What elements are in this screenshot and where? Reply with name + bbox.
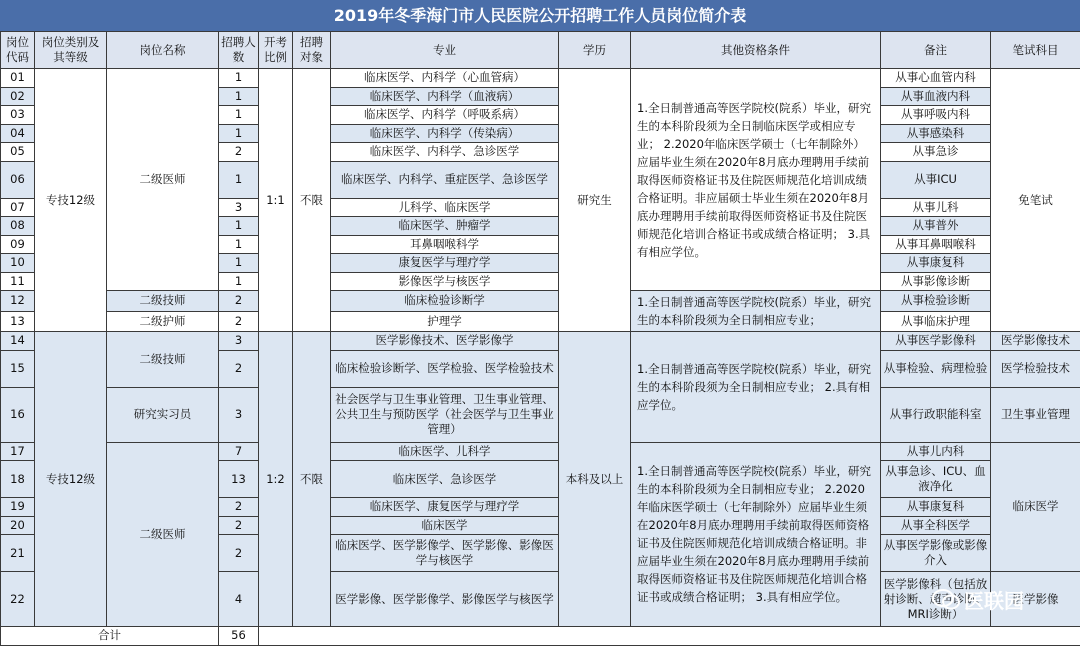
- major-cell: 儿科学、临床医学: [331, 198, 559, 217]
- wechat-icon: [932, 588, 960, 610]
- position-name-cell: 二级医师: [107, 69, 219, 291]
- major-cell: 临床医学、肿瘤学: [331, 217, 559, 236]
- total-filler: [259, 627, 1080, 646]
- table-row: [1, 311, 1080, 332]
- condition-cell: 1.全日制普通高等医学院校(院系）毕业，研究生的本科阶段须为全日制相应专业；: [631, 291, 881, 332]
- header-category: 岗位类别及其等级: [35, 32, 107, 69]
- header-code: 岗位代码: [1, 32, 35, 69]
- header-ratio: 开考比例: [259, 32, 293, 69]
- code-cell: 08: [1, 217, 35, 236]
- count-cell: 2: [219, 516, 259, 535]
- position-name-cell: 二级技师: [107, 291, 219, 312]
- count-cell: 1: [219, 106, 259, 125]
- count-cell: 13: [219, 461, 259, 498]
- table-row: [1, 332, 1080, 351]
- exam-cell: 医学影像: [991, 572, 1080, 627]
- remark-cell: 从事血液内科: [881, 87, 991, 106]
- major-cell: 临床医学、医学影像学、医学影像、影像医学与核医学: [331, 535, 559, 572]
- major-cell: 临床医学、内科学（心血管病）: [331, 69, 559, 88]
- code-cell: 07: [1, 198, 35, 217]
- exam-cell: 免笔试: [991, 69, 1080, 332]
- code-cell: 05: [1, 143, 35, 162]
- target-cell: 不限: [293, 332, 331, 627]
- header-edu: 学历: [559, 32, 631, 69]
- remark-cell: 从事康复科: [881, 498, 991, 517]
- category-cell: 专技12级: [35, 332, 107, 627]
- major-cell: 临床医学、急诊医学: [331, 461, 559, 498]
- edu-cell: 本科及以上: [559, 332, 631, 627]
- major-cell: 医学影像、医学影像学、影像医学与核医学: [331, 572, 559, 627]
- total-row: [1, 627, 1080, 646]
- exam-cell: 卫生事业管理: [991, 387, 1080, 442]
- header-row: [1, 32, 1080, 69]
- major-cell: 临床医学、内科学、重症医学、急诊医学: [331, 161, 559, 198]
- code-cell: 17: [1, 442, 35, 461]
- count-cell: 1: [219, 161, 259, 198]
- major-cell: 耳鼻咽喉科学: [331, 235, 559, 254]
- code-cell: 01: [1, 69, 35, 88]
- remark-cell: 从事医学影像或影像介入: [881, 535, 991, 572]
- header-target: 招聘对象: [293, 32, 331, 69]
- count-cell: 2: [219, 291, 259, 312]
- count-cell: 1: [219, 124, 259, 143]
- code-cell: 19: [1, 498, 35, 517]
- position-name-cell: 研究实习员: [107, 387, 219, 442]
- exam-cell: 医学检验技术: [991, 350, 1080, 387]
- remark-cell: 从事影像诊断: [881, 272, 991, 291]
- code-cell: 22: [1, 572, 35, 627]
- condition-cell: 1.全日制普通高等医学院校(院系）毕业，研究生的本科阶段须为全日制相应专业； 2.具有相应学位。: [631, 332, 881, 443]
- remark-cell: 从事儿科: [881, 198, 991, 217]
- remark-cell: 从事检验、病理检验: [881, 350, 991, 387]
- header-exam: 笔试科目: [991, 32, 1080, 69]
- major-cell: 康复医学与理疗学: [331, 254, 559, 273]
- total-label: 合计: [1, 627, 219, 646]
- count-cell: 1: [219, 254, 259, 273]
- count-cell: 7: [219, 442, 259, 461]
- count-cell: 3: [219, 332, 259, 351]
- watermark-text: 医联园: [964, 585, 1024, 614]
- count-cell: 1: [219, 235, 259, 254]
- remark-cell: 从事呼吸内科: [881, 106, 991, 125]
- code-cell: 21: [1, 535, 35, 572]
- watermark: [932, 582, 1080, 616]
- count-cell: 2: [219, 535, 259, 572]
- header-major: 专业: [331, 32, 559, 69]
- job-table: [0, 31, 1080, 646]
- code-cell: 16: [1, 387, 35, 442]
- major-cell: 临床医学、内科学、急诊医学: [331, 143, 559, 162]
- code-cell: 20: [1, 516, 35, 535]
- code-cell: 09: [1, 235, 35, 254]
- remark-cell: 从事康复科: [881, 254, 991, 273]
- major-cell: 护理学: [331, 311, 559, 332]
- table-row: [1, 291, 1080, 312]
- major-cell: 临床医学、儿科学: [331, 442, 559, 461]
- code-cell: 18: [1, 461, 35, 498]
- major-cell: 临床医学、内科学（传染病）: [331, 124, 559, 143]
- remark-cell: 医学影像科（包括放射诊断、超声诊断、MRI诊断）: [881, 572, 991, 627]
- target-cell: 不限: [293, 69, 331, 332]
- exam-cell: 临床医学: [991, 442, 1080, 572]
- code-cell: 03: [1, 106, 35, 125]
- major-cell: 临床医学、内科学（呼吸系病）: [331, 106, 559, 125]
- remark-cell: 从事急诊: [881, 143, 991, 162]
- code-cell: 14: [1, 332, 35, 351]
- remark-cell: 从事医学影像科: [881, 332, 991, 351]
- header-name: 岗位名称: [107, 32, 219, 69]
- total-count: 56: [219, 627, 259, 646]
- code-cell: 15: [1, 350, 35, 387]
- ratio-cell: 1:1: [259, 69, 293, 332]
- code-cell: 11: [1, 272, 35, 291]
- count-cell: 2: [219, 311, 259, 332]
- remark-cell: 从事儿内科: [881, 442, 991, 461]
- ratio-cell: 1:2: [259, 332, 293, 627]
- remark-cell: 从事行政职能科室: [881, 387, 991, 442]
- count-cell: 1: [219, 69, 259, 88]
- count-cell: 2: [219, 498, 259, 517]
- major-cell: 临床检验诊断学: [331, 291, 559, 312]
- major-cell: 临床医学、康复医学与理疗学: [331, 498, 559, 517]
- remark-cell: 从事耳鼻咽喉科: [881, 235, 991, 254]
- condition-cell: 1.全日制普通高等医学院校(院系）毕业，研究生的本科阶段须为全日制相应专业； 2.2020年临床医学硕士（七年制除外）应届毕业生须在2020年8月底办理聘用手续前取得医师资格证书及住院医师规范化培训成绩合格证明。非应届毕业生须在2020年8月底办理聘用手续前取得医师资格证书及住院医师规范化培训合格证书或成绩合格证明； 3.具有相应学位。: [631, 442, 881, 627]
- code-cell: 02: [1, 87, 35, 106]
- table-row: [1, 387, 1080, 442]
- position-name-cell: 二级技师: [107, 332, 219, 388]
- count-cell: 1: [219, 217, 259, 236]
- code-cell: 06: [1, 161, 35, 198]
- remark-cell: 从事急诊、ICU、血液净化: [881, 461, 991, 498]
- count-cell: 1: [219, 272, 259, 291]
- count-cell: 1: [219, 87, 259, 106]
- major-cell: 影像医学与核医学: [331, 272, 559, 291]
- header-other: 其他资格条件: [631, 32, 881, 69]
- count-cell: 2: [219, 143, 259, 162]
- table-row: [1, 442, 1080, 461]
- position-name-cell: 二级护师: [107, 311, 219, 332]
- major-cell: 临床医学: [331, 516, 559, 535]
- major-cell: 医学影像技术、医学影像学: [331, 332, 559, 351]
- code-cell: 10: [1, 254, 35, 273]
- remark-cell: 从事感染科: [881, 124, 991, 143]
- count-cell: 3: [219, 198, 259, 217]
- remark-cell: 从事全科医学: [881, 516, 991, 535]
- header-remark: 备注: [881, 32, 991, 69]
- remark-cell: 从事心血管内科: [881, 69, 991, 88]
- exam-cell: 医学影像技术: [991, 332, 1080, 351]
- edu-cell: 研究生: [559, 69, 631, 332]
- remark-cell: 从事普外: [881, 217, 991, 236]
- remark-cell: 从事ICU: [881, 161, 991, 198]
- header-count: 招聘人数: [219, 32, 259, 69]
- remark-cell: 从事检验诊断: [881, 291, 991, 312]
- count-cell: 4: [219, 572, 259, 627]
- category-cell: 专技12级: [35, 69, 107, 332]
- major-cell: 临床医学、内科学（血液病）: [331, 87, 559, 106]
- condition-cell: 1.全日制普通高等医学院校(院系）毕业，研究生的本科阶段须为全日制临床医学或相应专业； 2.2020年临床医学硕士（七年制除外）应届毕业生须在2020年8月底办理聘用手续前取得医师资格证书及住院医师规范化培训成绩合格证明。非应届硕士毕业生须在2020年8月底办理聘用手续前取得医师资格证书及住院医师规范化培训合格证书或成绩合格证明； 3.具有相应学位。: [631, 69, 881, 291]
- table-title: 2019年冬季海门市人民医院公开招聘工作人员岗位简介表: [0, 0, 1080, 31]
- code-cell: 04: [1, 124, 35, 143]
- count-cell: 3: [219, 387, 259, 442]
- remark-cell: 从事临床护理: [881, 311, 991, 332]
- major-cell: 临床检验诊断学、医学检验、医学检验技术: [331, 350, 559, 387]
- code-cell: 12: [1, 291, 35, 312]
- code-cell: 13: [1, 311, 35, 332]
- position-name-cell: 二级医师: [107, 442, 219, 627]
- major-cell: 社会医学与卫生事业管理、卫生事业管理、公共卫生与预防医学（社会医学与卫生事业管理）: [331, 387, 559, 442]
- count-cell: 2: [219, 350, 259, 387]
- table-row: [1, 69, 1080, 88]
